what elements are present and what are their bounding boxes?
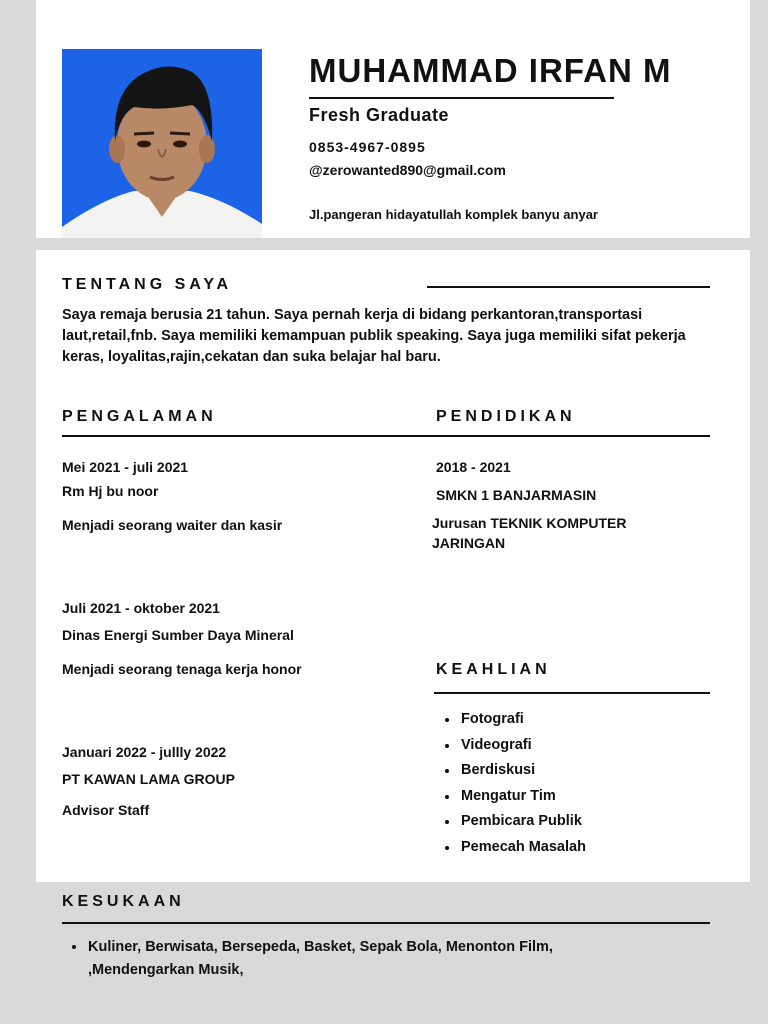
about-title: TENTANG SAYA [62,276,233,293]
skill-item: Mengatur Tim [436,786,586,812]
skills-divider [434,692,710,694]
skill-item: Fotografi [436,709,586,735]
skill-item: Pembicara Publik [436,811,586,837]
name-divider [309,97,614,99]
skill-item: Videografi [436,735,586,761]
education-school: SMKN 1 BANJARMASIN [436,487,597,503]
skills-title: KEAHLIAN [436,661,551,678]
skills-list [436,709,586,862]
hobby-item: Kuliner, Berwisata, Bersepeda, Basket, Sepak Bola, Menonton Film, ,Mendengarkan Musik, [62,936,662,981]
candidate-name: MUHAMMAD IRFAN M [309,52,672,89]
education-period: 2018 - 2021 [436,459,511,475]
hobbies-list [62,936,662,981]
experience-period: Mei 2021 - juli 2021 [62,459,189,475]
experience-period: Januari 2022 - jullly 2022 [62,744,227,760]
education-major: Jurusan TEKNIK KOMPUTER JARINGAN [432,515,627,551]
person-portrait-icon [62,49,262,238]
home-address: Jl.pangeran hidayatullah komplek banyu anyar [309,207,598,222]
hobbies-divider [62,922,710,924]
education-divider [422,435,710,437]
experience-company: Dinas Energi Sumber Daya Mineral [62,627,294,643]
about-divider [427,286,710,288]
education-title: PENDIDIKAN [436,408,576,425]
experience-title: PENGALAMAN [62,408,217,425]
experience-company: Rm Hj bu noor [62,483,159,499]
candidate-role: Fresh Graduate [309,105,450,125]
email-address: @zerowanted890@gmail.com [309,162,506,178]
experience-description: Advisor Staff [62,802,150,818]
experience-divider [62,435,422,437]
experience-period: Juli 2021 - oktober 2021 [62,600,220,616]
skill-item: Pemecah Masalah [436,837,586,863]
about-text: Saya remaja berusia 21 tahun. Saya pernah kerja di bidang perkantoran,transportasi laut,retail,fnb. Saya memiliki kemampuan publik speaking. Saya juga memiliki sifat pekerja keras, loyalitas,rajin,cekatan dan suka belajar hal baru. [62,307,686,365]
experience-company: PT KAWAN LAMA GROUP [62,771,235,787]
skill-item: Berdiskusi [436,760,586,786]
hobbies-title: KESUKAAN [62,893,185,910]
profile-photo [62,49,262,238]
phone-number: 0853-4967-0895 [309,139,426,155]
experience-description: Menjadi seorang tenaga kerja honor [62,661,302,677]
experience-description: Menjadi seorang waiter dan kasir [62,517,283,533]
